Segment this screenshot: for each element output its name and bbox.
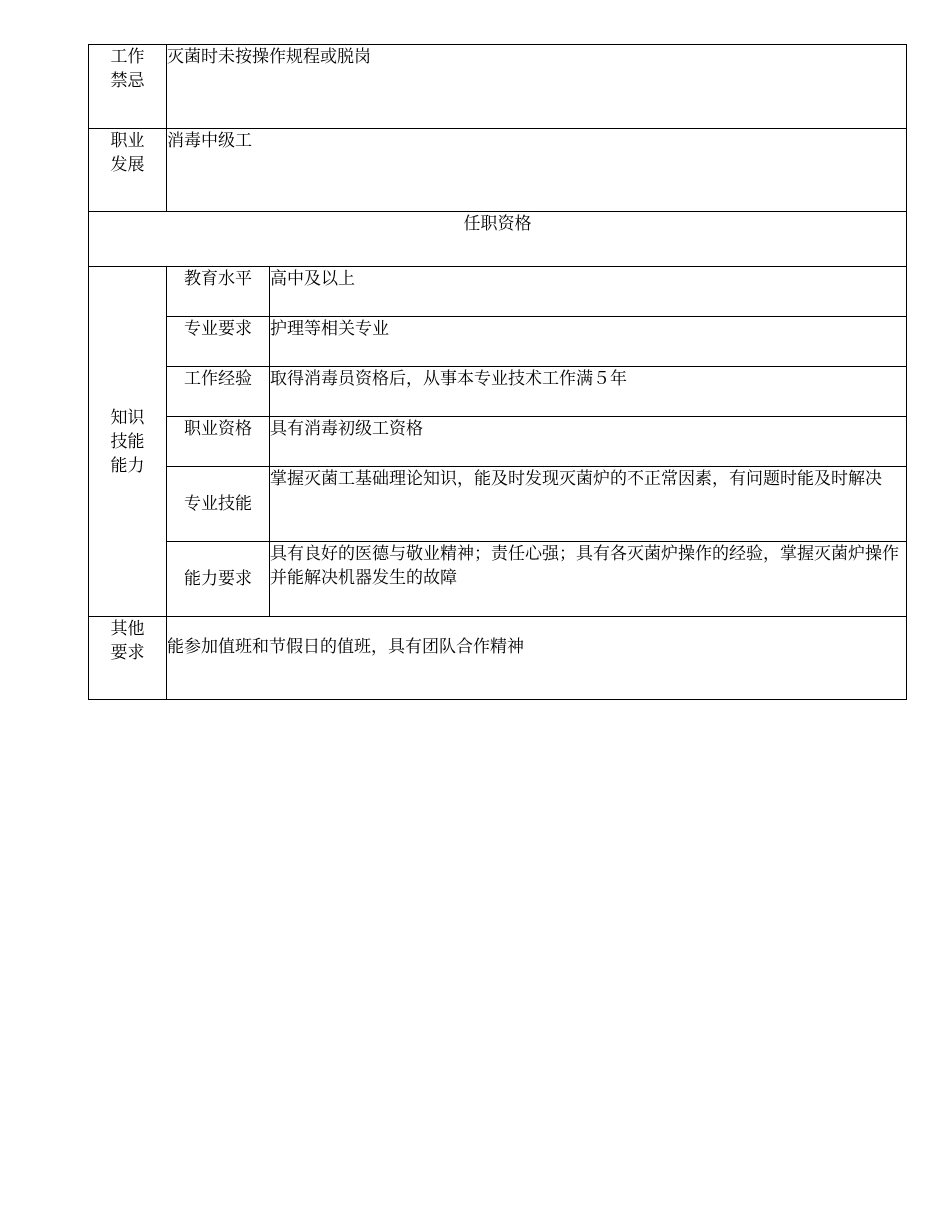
certification-value: 具有消毒初级工资格 <box>270 417 907 467</box>
ability-value: 具有良好的医德与敬业精神；责任心强；具有各灭菌炉操作的经验，掌握灭菌炉操作并能解决机器发生的故障 <box>270 542 907 617</box>
row-career-development <box>89 129 907 212</box>
knowledge-skills-label-line3: 能力 <box>110 455 145 476</box>
work-taboo-label-line2: 禁忌 <box>110 71 145 91</box>
career-label <box>89 129 167 212</box>
knowledge-skills-label-line2: 技能 <box>110 431 145 452</box>
ability-label: 能力要求 <box>167 542 270 617</box>
career-value: 消毒中级工 <box>167 129 907 212</box>
qualification-row-certification <box>89 417 907 467</box>
row-other-requirements <box>89 617 907 700</box>
experience-value: 取得消毒员资格后，从事本专业技术工作满５年 <box>270 367 907 417</box>
education-value: 高中及以上 <box>270 267 907 317</box>
career-label-line2: 发展 <box>110 155 145 175</box>
skills-label: 专业技能 <box>167 467 270 542</box>
row-qualification-title <box>89 212 907 267</box>
education-label: 教育水平 <box>167 267 270 317</box>
qualification-row-education <box>89 267 907 317</box>
qualification-row-skills <box>89 467 907 542</box>
other-value: 能参加值班和节假日的值班，具有团队合作精神 <box>167 617 907 700</box>
work-taboo-value: 灭菌时未按操作规程或脱岗 <box>167 45 907 129</box>
major-value: 护理等相关专业 <box>270 317 907 367</box>
career-label-line1: 职业 <box>110 131 145 151</box>
qualification-title: 任职资格 <box>89 212 907 267</box>
experience-label: 工作经验 <box>167 367 270 417</box>
knowledge-skills-label <box>89 267 167 617</box>
row-work-taboo <box>89 45 907 129</box>
qualification-row-major <box>89 317 907 367</box>
skills-value: 掌握灭菌工基础理论知识，能及时发现灭菌炉的不正常因素，有问题时能及时解决 <box>270 467 907 542</box>
other-label <box>89 617 167 700</box>
knowledge-skills-label-line1: 知识 <box>110 407 145 428</box>
work-taboo-label-line1: 工作 <box>110 47 145 67</box>
work-taboo-label <box>89 45 167 129</box>
other-label-line1: 其他 <box>110 619 145 639</box>
job-description-table <box>88 44 907 700</box>
major-label: 专业要求 <box>167 317 270 367</box>
certification-label: 职业资格 <box>167 417 270 467</box>
other-label-line2: 要求 <box>110 643 145 663</box>
qualification-row-experience <box>89 367 907 417</box>
qualification-row-ability <box>89 542 907 617</box>
